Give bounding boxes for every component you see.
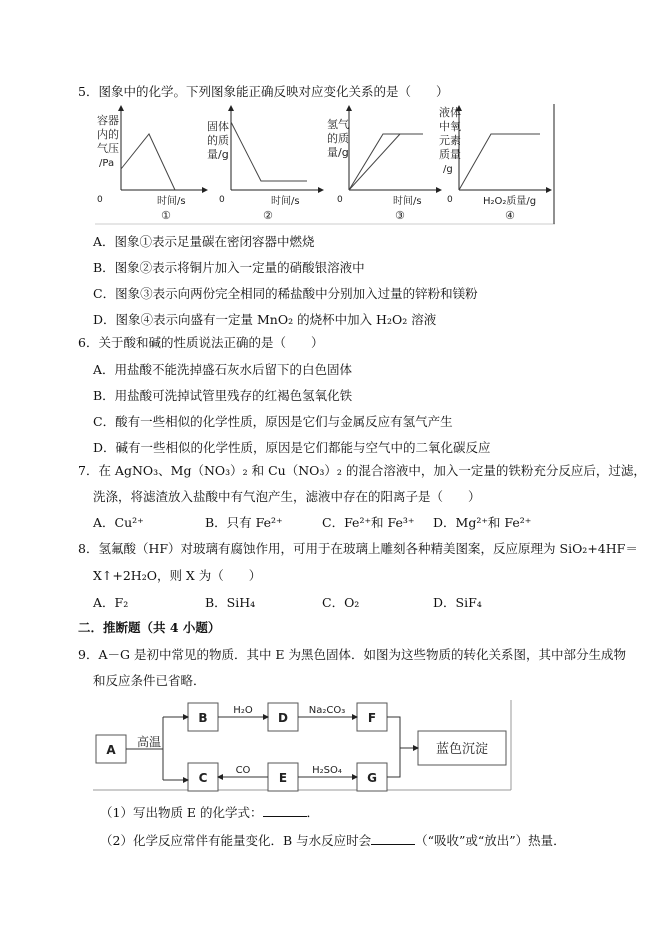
svg-text:氢气: 氢气	[327, 118, 349, 131]
svg-text:D: D	[278, 711, 288, 725]
svg-text:中氧: 中氧	[439, 120, 461, 133]
q6-option-d[interactable]: D．碱有一些相似的化学性质，原因是它们都能与空气中的二氧化碳反应	[93, 440, 491, 455]
q8-stem-line1: 8．氢氟酸（HF）对玻璃有腐蚀作用，可用于在玻璃上雕刻各种精美图案，反应原理为 SiO₂+4HF＝	[78, 541, 638, 556]
svg-text:②: ②	[263, 209, 273, 222]
svg-text:气压: 气压	[97, 142, 119, 155]
q9-stem-line1: 9．A－G 是初中常见的物质．其中 E 为黑色固体．如图为这些物质的转化关系图，其中部分生成物	[78, 647, 627, 662]
q8-option-b[interactable]: B．SiH₄	[205, 595, 256, 610]
svg-text:H₂O: H₂O	[233, 705, 253, 716]
q6-option-c[interactable]: C．酸有一些相似的化学性质，原因是它们与金属反应有氢气产生	[93, 414, 453, 429]
q5-option-d[interactable]: D．图象④表示向盛有一定量 MnO₂ 的烧杯中加入 H₂O₂ 溶液	[93, 312, 437, 327]
svg-text:G: G	[367, 771, 377, 785]
q9-sub1: （1）写出物质 E 的化学式： ．	[100, 805, 320, 820]
svg-text:CO: CO	[235, 765, 251, 776]
svg-text:①: ①	[161, 209, 171, 222]
svg-text:③: ③	[395, 209, 405, 222]
answer-blank-2[interactable]	[371, 832, 415, 845]
svg-text:量/g: 量/g	[327, 146, 349, 159]
q5-option-a[interactable]: A．图象①表示足量碳在密闭容器中燃烧	[93, 234, 315, 249]
svg-text:C: C	[198, 771, 208, 785]
svg-text:高温: 高温	[136, 735, 162, 749]
y-label: 容器	[97, 114, 119, 127]
svg-text:0: 0	[219, 195, 225, 205]
svg-text:质量: 质量	[439, 148, 461, 161]
svg-text:A: A	[106, 743, 116, 757]
svg-text:F: F	[367, 711, 377, 725]
q5-option-c[interactable]: C．图象③表示向两份完全相同的稀盐酸中分别加入过量的锌粉和镁粉	[93, 286, 478, 301]
svg-text:液体: 液体	[439, 106, 461, 119]
q8-option-c[interactable]: C．O₂	[322, 595, 360, 610]
q7-stem-line1: 7．在 AgNO₃、Mg（NO₃）₂ 和 Cu（NO₃）₂ 的混合溶液中，加入一定量的铁粉充分反应后，过滤，	[78, 463, 646, 478]
q5-option-b[interactable]: B．图象②表示将铜片加入一定量的硝酸银溶液中	[93, 260, 365, 275]
svg-text:时间/s: 时间/s	[157, 196, 186, 207]
svg-text:H₂SO₄: H₂SO₄	[312, 765, 342, 776]
svg-text:0: 0	[97, 195, 103, 205]
q7-option-c[interactable]: C．Fe²⁺和 Fe³⁺	[322, 515, 415, 530]
q8-option-a[interactable]: A．F₂	[93, 595, 129, 610]
svg-text:/Pa: /Pa	[99, 158, 115, 169]
svg-text:蓝色沉淀: 蓝色沉淀	[435, 742, 489, 757]
svg-text:Na₂CO₃: Na₂CO₃	[308, 705, 346, 716]
svg-text:内的: 内的	[97, 128, 119, 141]
svg-text:④: ④	[505, 209, 515, 222]
q6-option-a[interactable]: A．用盐酸不能洗掉盛石灰水后留下的白色固体	[93, 362, 353, 377]
svg-text:0: 0	[337, 195, 343, 205]
graph-4	[439, 105, 551, 222]
q6-option-b[interactable]: B．用盐酸可洗掉试管里残存的红褐色氢氧化铁	[93, 388, 353, 403]
section-heading: 二．推断题（共 4 小题）	[78, 620, 221, 635]
graph-1	[97, 106, 207, 222]
svg-text:/g: /g	[443, 164, 453, 175]
svg-text:的质: 的质	[207, 134, 229, 147]
q9-stem-line2: 和反应条件已省略．	[93, 673, 206, 688]
q6-stem: 6．关于酸和碱的性质说法正确的是（ ）	[78, 335, 324, 350]
svg-text:固体: 固体	[207, 120, 229, 133]
svg-text:E: E	[278, 771, 288, 785]
q5-stem: 5．图象中的化学。下列图象能正确反映对应变化关系的是（ ）	[78, 84, 449, 99]
q7-option-b[interactable]: B．只有 Fe²⁺	[205, 515, 283, 530]
q5-graphs	[95, 104, 555, 226]
svg-text:B: B	[198, 711, 208, 725]
q9-sub2: （2）化学反应常伴有能量变化．B 与水反应时会 （“吸收”或“放出”）热量．	[100, 833, 566, 848]
answer-blank-1[interactable]	[263, 804, 307, 817]
svg-text:H₂O₂质量/g: H₂O₂质量/g	[483, 196, 537, 207]
graph-3	[327, 106, 441, 222]
svg-text:时间/s: 时间/s	[271, 196, 300, 207]
svg-text:时间/s: 时间/s	[393, 196, 422, 207]
q8-stem-line2: X↑+2H₂O，则 X 为（ ）	[93, 568, 262, 583]
svg-text:的质: 的质	[327, 132, 349, 145]
q7-option-a[interactable]: A．Cu²⁺	[93, 515, 144, 530]
svg-text:0: 0	[447, 195, 453, 205]
graph-2	[207, 106, 323, 222]
q8-option-d[interactable]: D．SiF₄	[433, 595, 482, 610]
q7-option-d[interactable]: D．Mg²⁺和 Fe²⁺	[433, 515, 532, 530]
q9-diagram	[93, 700, 518, 792]
q7-stem-line2: 洗涤，将滤渣放入盐酸中有气泡产生，滤液中存在的阳离子是（ ）	[93, 489, 481, 504]
svg-text:量/g: 量/g	[207, 148, 229, 161]
svg-text:元素: 元素	[439, 134, 461, 147]
